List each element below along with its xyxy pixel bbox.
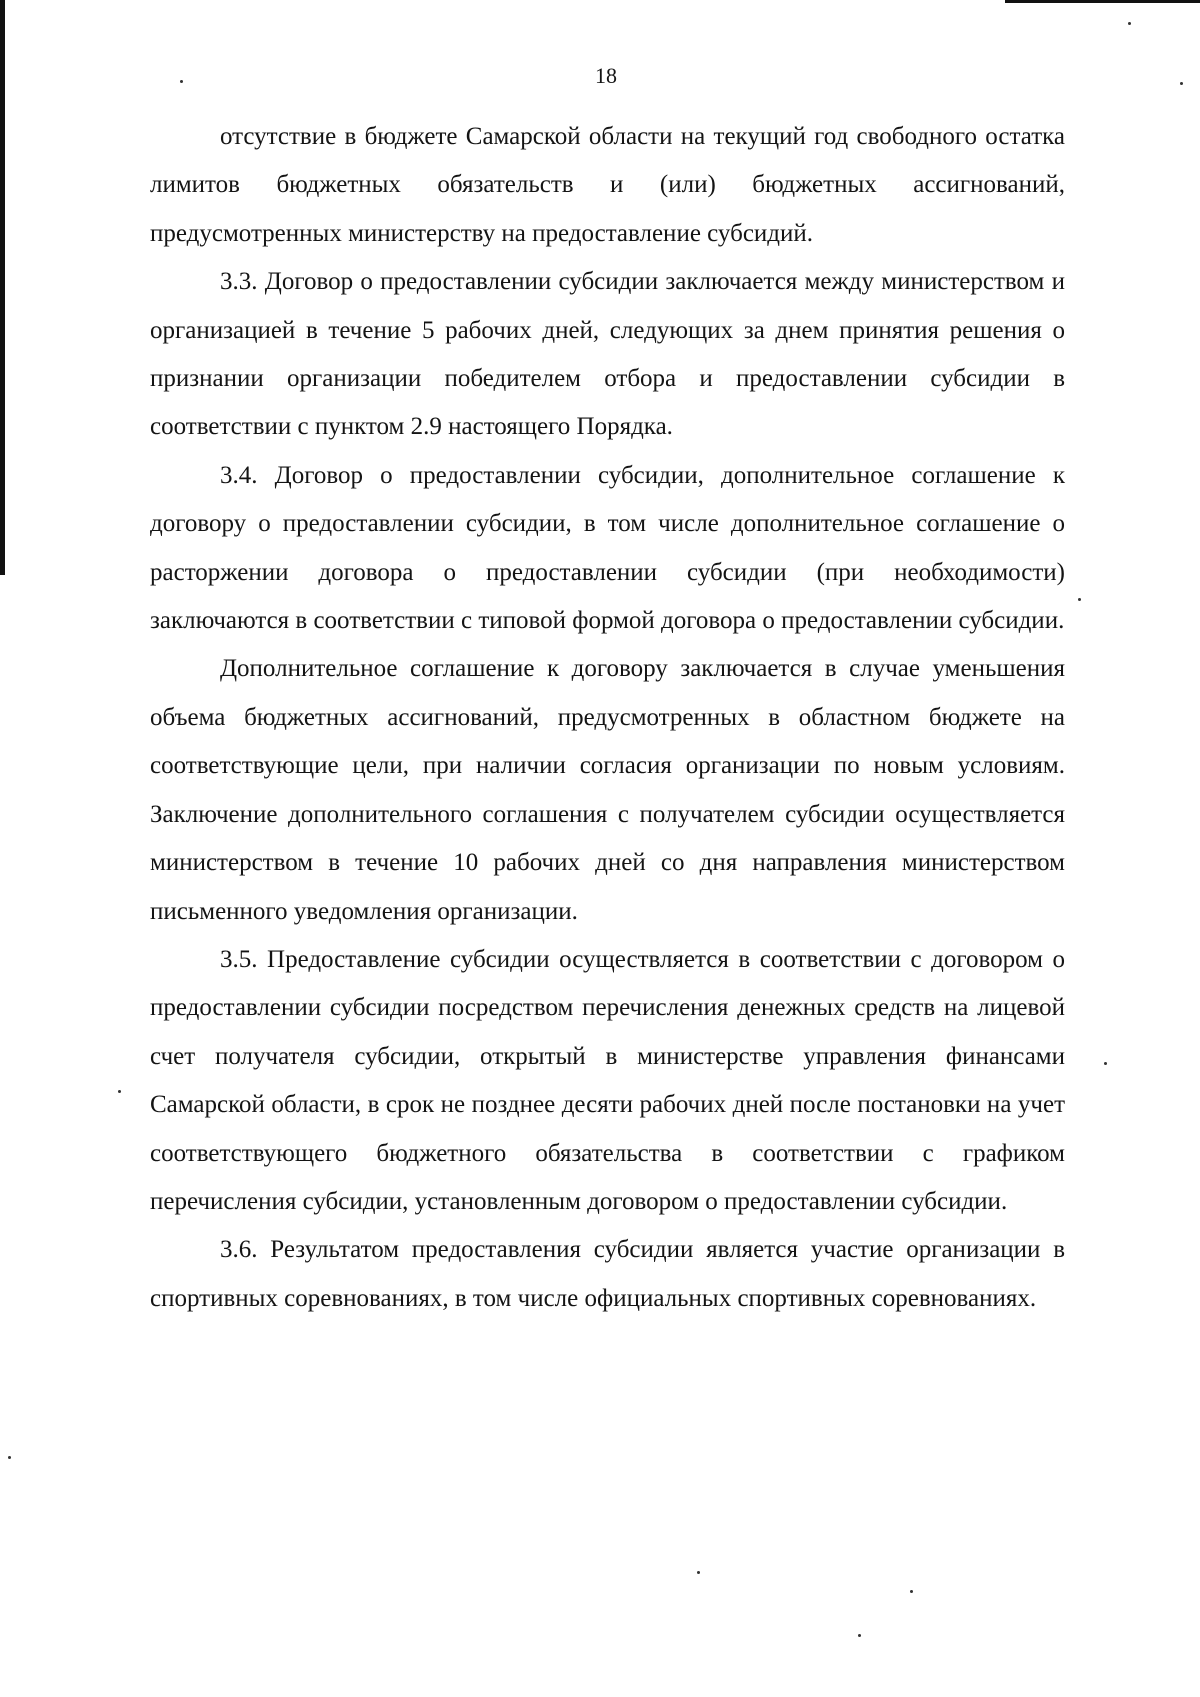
paragraph-3-4: 3.4. Договор о предоставлении субсидии, дополнительное соглашение к договору о предоставлении субсидии, в том числе дополнительное соглашение о расторжении договора о предоставлении субсидии (при необходимости) заключаются в соответствии с типовой формой договора о предоставлении субсидии. — [150, 461, 1065, 635]
page-number: 18 — [595, 63, 617, 88]
paragraph-3-5: 3.5. Предоставление субсидии осуществляется в соответствии с договором о предоставлении субсидии посредством перечисления денежных средств на лицевой счет получателя субсидии, открытый в министерстве управления финансами Самарской области, в срок не позднее десяти рабочих дней после постановки на учет соответствующего бюджетного обязательства в соответствии с графиком перечисления субсидии, установленным договором о предоставлении субсидии. — [150, 945, 1065, 1215]
document-body — [150, 113, 1065, 1323]
scan-edge-mark-top — [1005, 0, 1200, 3]
scan-speck — [1078, 598, 1081, 601]
scan-speck — [858, 1634, 861, 1637]
scan-speck — [910, 1590, 913, 1593]
scan-speck — [1128, 22, 1131, 25]
scan-speck — [118, 1090, 121, 1093]
paragraph-3-6: 3.6. Результатом предоставления субсидии является участие организации в спортивных соревнованиях, в том числе официальных спортивных соревнованиях. — [150, 1236, 1065, 1312]
paragraph-3-3: 3.3. Договор о предоставлении субсидии заключается между министерством и организацией в течение 5 рабочих дней, следующих за днем принятия решения о признании организации победителем отбора и предоставлении субсидии в соответствии с пунктом 2.9 настоящего Порядка. — [150, 268, 1065, 441]
paragraph-additional-agreement: Дополнительное соглашение к договору заключается в случае уменьшения объема бюджетных ассигнований, предусмотренных в областном бюджете на соответствующие цели, при наличии согласия организации по новым условиям. Заключение дополнительного соглашения с получателем субсидии осуществляется министерством в течение 10 рабочих дней со дня направления министерством письменного уведомления организации. — [150, 655, 1065, 925]
scan-speck — [697, 1571, 700, 1574]
scan-speck — [8, 1456, 11, 1459]
scan-speck — [1104, 1062, 1107, 1065]
paragraph-budget-limits: отсутствие в бюджете Самарской области на текущий год свободного остатка лимитов бюджетных обязательств и (или) бюджетных ассигнований, предусмотренных министерству на предоставление субсидий. — [150, 123, 1065, 247]
